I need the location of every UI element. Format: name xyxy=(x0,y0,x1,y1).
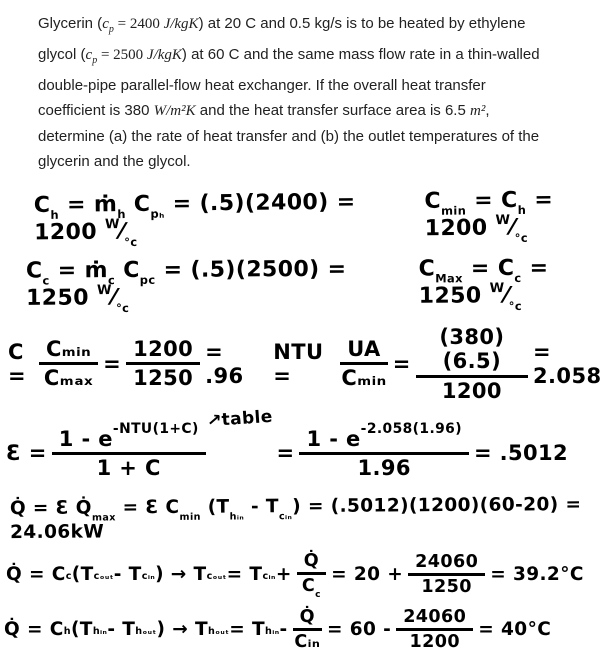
subscript: cₒᵤₜ xyxy=(206,571,227,583)
subscript: cᵢₙ xyxy=(141,571,156,583)
term: = C xyxy=(466,187,518,214)
term: C xyxy=(301,575,316,596)
math-units: m² xyxy=(469,103,486,119)
denominator: 1 + C xyxy=(96,455,161,480)
problem-text: double-pipe parallel-flow heat exchanger. If the overall heat transfer xyxy=(38,77,486,94)
math-units: J/kgK xyxy=(163,16,199,32)
problem-text: , xyxy=(485,102,490,119)
subscript: hₒᵤₜ xyxy=(208,626,230,638)
term: = ṁ xyxy=(49,258,109,284)
math-units: W/m²K xyxy=(153,103,196,119)
problem-text: and the heat transfer surface area is 6.5 xyxy=(195,102,470,119)
term: C xyxy=(25,258,43,284)
term: = 60 - xyxy=(326,619,392,641)
term: (T xyxy=(70,619,93,641)
subscript: pc xyxy=(139,273,156,288)
subscript: pₕ xyxy=(150,207,165,222)
term: C xyxy=(115,258,140,284)
term: = T xyxy=(226,564,263,586)
subscript: hₒᵤₜ xyxy=(135,626,157,638)
equation-row-hot-capacity xyxy=(34,187,610,248)
fraction xyxy=(408,552,485,597)
numerator: Q̇ xyxy=(293,607,322,631)
problem-text: glycerin and the glycol. xyxy=(38,153,191,170)
subscript: h xyxy=(63,626,71,638)
solution-work xyxy=(0,187,610,652)
equation-row-effectiveness xyxy=(6,407,610,480)
denominator: Cₘₐₓ xyxy=(43,366,94,391)
numerator: UA xyxy=(340,337,387,365)
denominator: Cₘᵢₙ xyxy=(341,366,387,391)
term: C = xyxy=(8,339,26,388)
math-value: = 2500 xyxy=(97,47,147,63)
table-note xyxy=(206,407,273,432)
fraction xyxy=(416,325,528,402)
unit-slash: ⁄ xyxy=(111,285,117,311)
subscript: hᵢₙ xyxy=(92,626,108,638)
math-units: J/kgK xyxy=(146,47,182,63)
fraction xyxy=(39,337,98,390)
math-symbol-cp: c xyxy=(85,47,93,63)
numerator: Cₘᵢₙ xyxy=(39,337,98,365)
numerator: 24060 xyxy=(408,552,485,576)
subscript: h xyxy=(517,203,527,218)
table-note-arrow-icon: ↗ xyxy=(206,410,223,432)
numerator: (380)(6.5) xyxy=(416,325,528,377)
numerator: Q̇ xyxy=(297,551,326,575)
denominator: 1250 xyxy=(133,366,194,391)
subscript: h xyxy=(117,207,126,222)
problem-statement xyxy=(0,0,610,174)
equation-row-ratio-ntu xyxy=(8,325,610,402)
unit-denominator: °c xyxy=(124,235,138,250)
fraction xyxy=(126,337,200,390)
problem-line xyxy=(38,73,580,98)
term: = (.5)(2400) = 1200 xyxy=(34,189,356,246)
problem-text: ) at 20 C and 0.5 kg/s is to be heated by ethylene xyxy=(198,15,526,32)
unit-numerator: W xyxy=(104,217,120,233)
term: ) → T xyxy=(155,564,207,586)
subscript: cᵢₙ xyxy=(262,571,276,583)
problem-line xyxy=(38,11,580,42)
problem-text: glycol ( xyxy=(38,46,86,63)
term: = 1250 xyxy=(418,255,549,310)
term: - T xyxy=(244,496,279,518)
fraction xyxy=(299,420,468,480)
exponent: -2.058(1.96) xyxy=(360,420,462,437)
term: = Ɛ C xyxy=(115,496,180,519)
unit-denominator: °c xyxy=(514,230,529,246)
math-subscript: p xyxy=(92,55,98,66)
term: = ṁ xyxy=(58,192,118,218)
term: = (.5)(2500) = 1250 xyxy=(26,256,347,312)
subscript: c xyxy=(315,590,321,601)
math-value: = 2400 xyxy=(113,16,164,32)
unit-numerator: W xyxy=(495,213,511,229)
term: C xyxy=(418,256,436,282)
term: Q̇ = Ɛ Q̇ xyxy=(9,497,92,520)
subscript: c xyxy=(107,273,116,288)
unit-slash: ⁄ xyxy=(504,283,509,309)
term: = .96 xyxy=(205,339,244,388)
unit-slash: ⁄ xyxy=(510,215,515,241)
term: Ɛ = xyxy=(6,441,47,466)
subscript: cₒᵤₜ xyxy=(93,571,114,583)
problem-line xyxy=(38,124,580,149)
term: C xyxy=(33,192,51,219)
problem-line xyxy=(38,42,580,73)
subscript: hᵢₙ xyxy=(265,626,280,638)
term: = C xyxy=(462,256,515,282)
numerator: 1200 xyxy=(126,337,200,365)
term: - T xyxy=(113,564,142,586)
subscript: min xyxy=(179,511,201,523)
problem-text: Glycerin ( xyxy=(38,15,103,32)
term: = 20 + xyxy=(331,564,404,586)
denominator: Cᵢₙ xyxy=(294,632,321,652)
numerator: 24060 xyxy=(396,607,473,631)
subscript: Max xyxy=(435,271,463,286)
equation-cmin xyxy=(424,187,610,244)
term: ) → T xyxy=(156,619,208,641)
term: (T xyxy=(71,564,94,586)
unit-numerator: W xyxy=(489,281,505,297)
denominator: 1.96 xyxy=(357,455,411,480)
fraction xyxy=(293,607,322,652)
denominator: 1200 xyxy=(441,378,502,403)
fraction xyxy=(340,337,387,390)
equation-cc xyxy=(26,257,369,314)
subscript: cᵢₙ xyxy=(278,510,293,522)
term: NTU = xyxy=(273,339,324,388)
term: (T xyxy=(200,496,230,518)
term: = .5012 xyxy=(473,441,569,466)
fraction xyxy=(396,607,473,652)
subscript: hᵢₙ xyxy=(229,511,245,523)
problem-line xyxy=(38,98,580,124)
term: = T xyxy=(229,619,265,641)
term: C xyxy=(125,191,151,218)
equation-row-cold-outlet-temp xyxy=(6,551,610,599)
denominator: 1250 xyxy=(421,577,472,598)
numerator xyxy=(299,420,468,455)
term: - T xyxy=(107,619,136,641)
subscript: min xyxy=(440,203,467,219)
term: - xyxy=(279,619,288,641)
problem-line xyxy=(38,149,580,174)
denominator: 1200 xyxy=(409,632,460,652)
term: = 1200 xyxy=(424,187,554,242)
term: ) = (.5012)(1200)(60-20) = 24.06kW xyxy=(10,494,582,543)
subscript: h xyxy=(50,208,60,223)
term: = 39.2°C xyxy=(490,564,584,586)
math-subscript: p xyxy=(108,24,114,35)
problem-text: determine (a) the rate of heat transfer and (b) the outlet temperatures of the xyxy=(38,128,540,145)
subscript: c xyxy=(65,571,72,583)
equation-ntu xyxy=(273,325,610,402)
term: = 40°C xyxy=(478,619,552,641)
math-symbol-cp: c xyxy=(102,16,109,32)
term: = xyxy=(392,351,411,376)
term: 1 - e xyxy=(306,426,361,451)
term: 1 - e xyxy=(58,426,113,451)
equation-cmax xyxy=(419,256,610,312)
term: Q̇ = C xyxy=(4,619,64,641)
table-note-label: table xyxy=(220,407,274,431)
equation-capacity-ratio xyxy=(8,337,245,390)
subscript: c xyxy=(514,271,522,286)
unit-denominator: °c xyxy=(508,299,523,314)
exponent: -NTU(1+C) xyxy=(112,420,199,437)
numerator xyxy=(52,420,206,455)
equation-ch xyxy=(34,190,369,249)
fraction xyxy=(297,551,326,599)
unit-numerator: W xyxy=(96,283,112,299)
term: + xyxy=(275,564,292,586)
fraction xyxy=(52,420,206,480)
term: Q̇ = C xyxy=(6,564,66,586)
subscript: max xyxy=(91,511,116,524)
subscript: c xyxy=(42,273,50,288)
term: = xyxy=(103,351,122,376)
problem-text: ) at 60 C and the same mass flow rate in a thin-walled xyxy=(181,46,540,63)
equation-row-heat-rate xyxy=(10,494,610,543)
term: = xyxy=(276,441,295,466)
problem-text: coefficient is 380 xyxy=(38,102,154,119)
denominator xyxy=(302,575,321,599)
unit-slash: ⁄ xyxy=(119,219,125,245)
term: = 2.058 xyxy=(533,339,602,388)
term: C xyxy=(424,188,442,214)
equation-row-hot-outlet-temp xyxy=(4,607,610,652)
unit-denominator: °c xyxy=(116,301,130,316)
equation-row-cold-capacity xyxy=(26,256,610,314)
